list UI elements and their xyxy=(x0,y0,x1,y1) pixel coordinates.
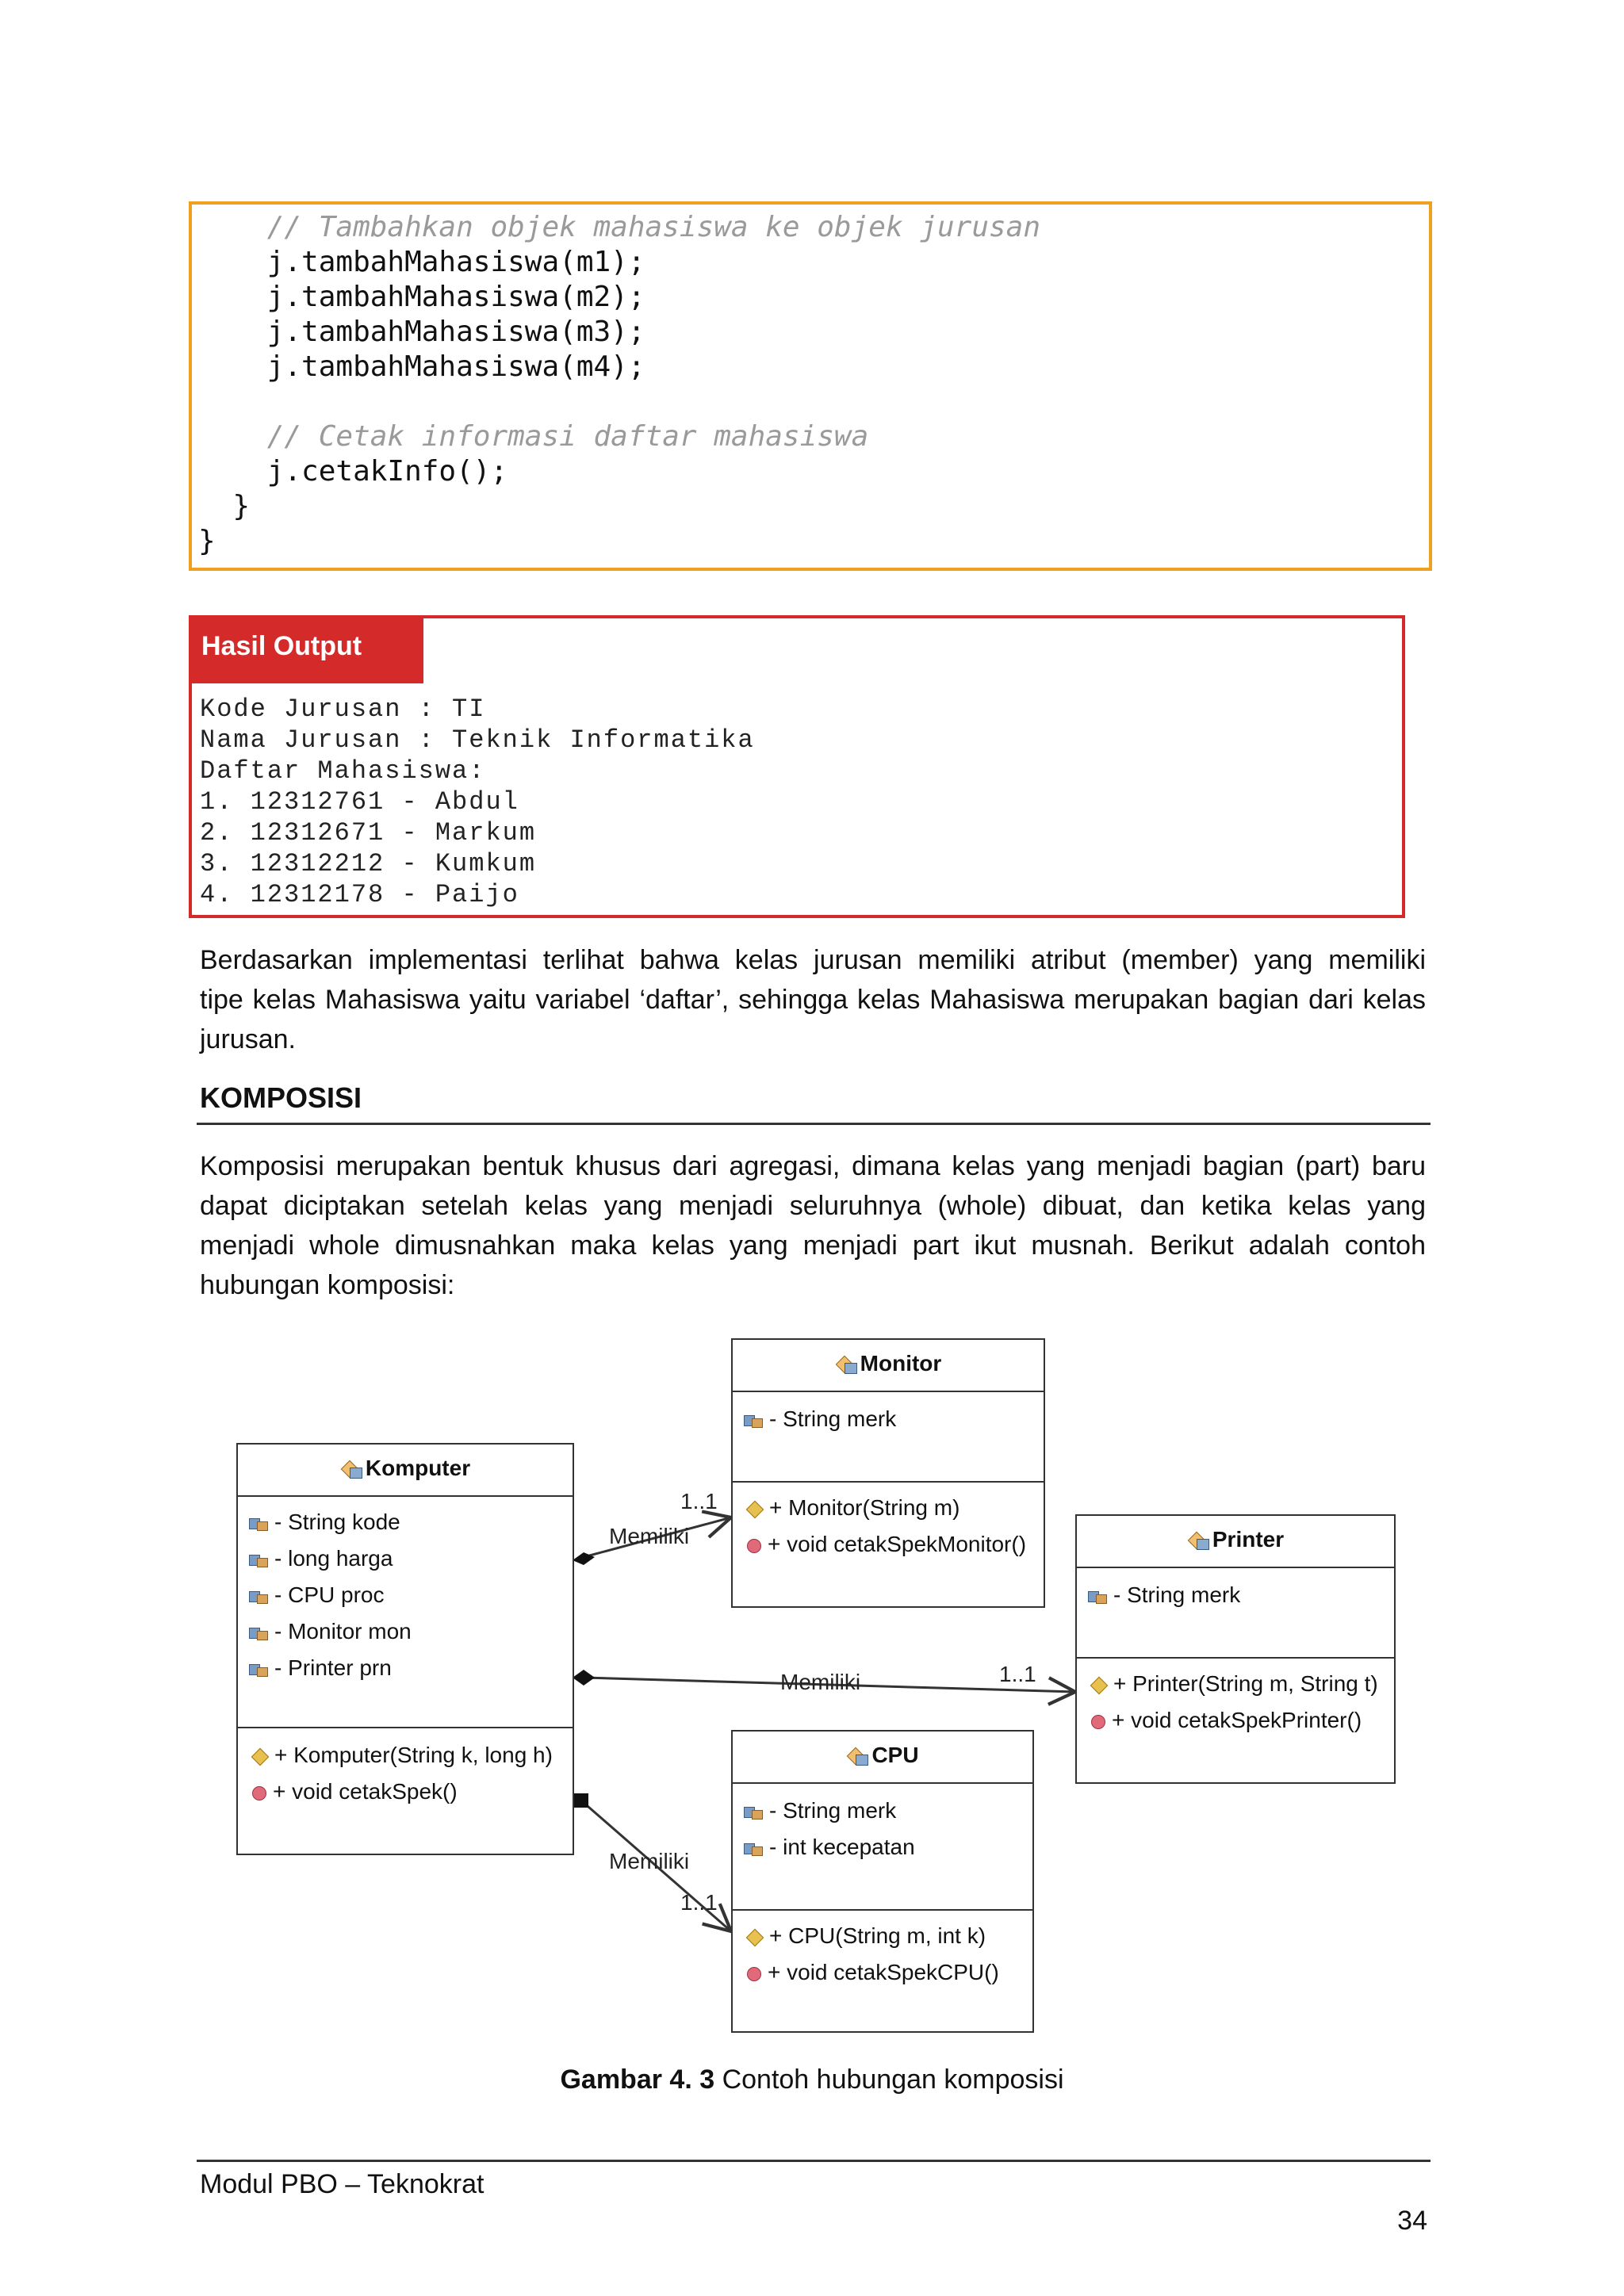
paragraph-line: Komposisi merupakan bentuk khusus dari agregasi, dimana kelas yang menjadi bagian (part) baru xyxy=(200,1151,1426,1181)
field-icon xyxy=(249,1663,270,1677)
field-icon xyxy=(744,1805,764,1820)
output-line-1: Kode Jurusan : TI xyxy=(200,695,486,724)
output-line-4: 1. 12312761 - Abdul xyxy=(200,787,519,817)
page-number: 34 xyxy=(1397,2206,1427,2236)
assoc-printer-label: Memiliki xyxy=(780,1670,861,1694)
code-line-7: // Cetak informasi daftar mahasiswa xyxy=(198,420,869,453)
printer-field-merk: - String merk xyxy=(1088,1582,1240,1608)
footer-title: Modul PBO – Teknokrat xyxy=(200,2169,485,2199)
printer-method-cetakspekprinter: + void cetakSpekPrinter() xyxy=(1088,1708,1362,1733)
paragraph-line: menjadi whole dimusnahkan maka kelas yang menjadi part ikut musnah. Berikut adalah contoh xyxy=(200,1230,1426,1261)
class-komputer-title: Komputer xyxy=(238,1456,573,1481)
cpu-constructor: + CPU(String m, int k) xyxy=(744,1923,986,1949)
paragraph-line: dapat diciptakan setelah kelas yang menjadi seluruhnya (whole) dibuat, dan ketika kelas yang xyxy=(200,1191,1426,1221)
field-icon xyxy=(249,1590,270,1604)
assoc-monitor-label: Memiliki xyxy=(609,1524,690,1548)
code-line-4: j.tambahMahasiswa(m3); xyxy=(198,316,645,348)
field-icon xyxy=(249,1626,270,1640)
field-icon xyxy=(249,1553,270,1567)
method-icon xyxy=(252,1786,266,1800)
code-line-10: } xyxy=(198,525,216,557)
assoc-cpu-multiplicity: 1..1 xyxy=(680,1890,718,1915)
class-icon xyxy=(846,1748,868,1766)
paragraph-line: tipe kelas Mahasiswa yaitu variabel ‘daftar’, sehingga kelas Mahasiswa merupakan bagian dari kelas xyxy=(200,985,1426,1015)
class-monitor xyxy=(731,1338,1045,1608)
field-icon xyxy=(744,1414,764,1428)
method-icon xyxy=(747,1967,761,1981)
class-separator xyxy=(733,1909,1032,1911)
komputer-field-kode: - String kode xyxy=(249,1510,400,1535)
method-icon xyxy=(1091,1715,1105,1729)
class-icon xyxy=(1187,1533,1209,1550)
field-icon xyxy=(1088,1590,1109,1604)
composition-diamond-printer xyxy=(573,1670,595,1686)
komputer-field-harga: - long harga xyxy=(249,1546,393,1571)
class-monitor-title: Monitor xyxy=(733,1351,1044,1376)
assoc-cpu-label: Memiliki xyxy=(609,1849,690,1873)
class-komputer xyxy=(236,1443,574,1855)
class-icon xyxy=(835,1357,857,1374)
output-line-7: 4. 12312178 - Paijo xyxy=(200,880,519,909)
footer-divider xyxy=(197,2160,1431,2162)
komputer-field-mon: - Monitor mon xyxy=(249,1619,412,1644)
method-icon xyxy=(747,1539,761,1553)
class-icon xyxy=(340,1461,362,1479)
printer-constructor: + Printer(String m, String t) xyxy=(1088,1671,1378,1697)
monitor-field-merk: - String merk xyxy=(744,1406,896,1432)
constructor-icon xyxy=(746,1500,764,1518)
caption-text: Contoh hubungan komposisi xyxy=(714,2064,1064,2095)
output-line-2: Nama Jurusan : Teknik Informatika xyxy=(200,725,755,755)
class-separator xyxy=(733,1481,1044,1483)
class-cpu xyxy=(731,1730,1034,2033)
code-line-8: j.cetakInfo(); xyxy=(198,455,508,488)
komputer-field-prn: - Printer prn xyxy=(249,1655,392,1681)
paragraph-line: Berdasarkan implementasi terlihat bahwa kelas jurusan memiliki atribut (member) yang memiliki xyxy=(200,945,1426,975)
cpu-field-merk: - String merk xyxy=(744,1798,896,1823)
class-separator xyxy=(1077,1567,1394,1568)
class-separator xyxy=(238,1727,573,1728)
output-header: Hasil Output xyxy=(192,618,423,683)
cpu-method-cetakspekcpu: + void cetakSpekCPU() xyxy=(744,1960,999,1985)
class-separator xyxy=(733,1782,1032,1784)
code-line-9: } xyxy=(198,490,251,522)
figure-caption xyxy=(0,2064,1624,2095)
paragraph-line: jurusan. xyxy=(200,1024,296,1054)
output-line-3: Daftar Mahasiswa: xyxy=(200,756,486,786)
class-separator xyxy=(1077,1657,1394,1659)
constructor-icon xyxy=(251,1747,270,1766)
class-printer-title: Printer xyxy=(1077,1527,1394,1552)
section-title: KOMPOSISI xyxy=(200,1081,362,1114)
class-separator xyxy=(733,1391,1044,1392)
caption-label: Gambar 4. 3 xyxy=(560,2064,715,2095)
code-line-1: // Tambahkan objek mahasiswa ke objek jurusan xyxy=(198,211,1041,243)
komputer-method-cetakspek: + void cetakSpek() xyxy=(249,1779,458,1804)
monitor-method-cetakspekmonitor: + void cetakSpekMonitor() xyxy=(744,1532,1026,1557)
class-cpu-title: CPU xyxy=(733,1743,1032,1768)
komputer-field-proc: - CPU proc xyxy=(249,1582,384,1608)
class-separator xyxy=(238,1495,573,1497)
code-line-2: j.tambahMahasiswa(m1); xyxy=(198,246,645,278)
monitor-constructor: + Monitor(String m) xyxy=(744,1495,959,1521)
paragraph-line: hubungan komposisi: xyxy=(200,1270,455,1300)
assoc-monitor-multiplicity: 1..1 xyxy=(680,1489,718,1513)
code-line-3: j.tambahMahasiswa(m2); xyxy=(198,281,645,313)
composition-square-cpu xyxy=(574,1793,588,1808)
class-printer xyxy=(1075,1514,1396,1784)
field-icon xyxy=(744,1842,764,1856)
constructor-icon xyxy=(746,1928,764,1946)
field-icon xyxy=(249,1517,270,1531)
output-line-5: 2. 12312671 - Markum xyxy=(200,818,537,848)
cpu-field-kecepatan: - int kecepatan xyxy=(744,1835,915,1860)
output-line-6: 3. 12312212 - Kumkum xyxy=(200,849,537,878)
assoc-printer-multiplicity: 1..1 xyxy=(999,1662,1036,1686)
constructor-icon xyxy=(1090,1676,1109,1694)
code-line-5: j.tambahMahasiswa(m4); xyxy=(198,350,645,383)
komputer-constructor: + Komputer(String k, long h) xyxy=(249,1743,553,1768)
